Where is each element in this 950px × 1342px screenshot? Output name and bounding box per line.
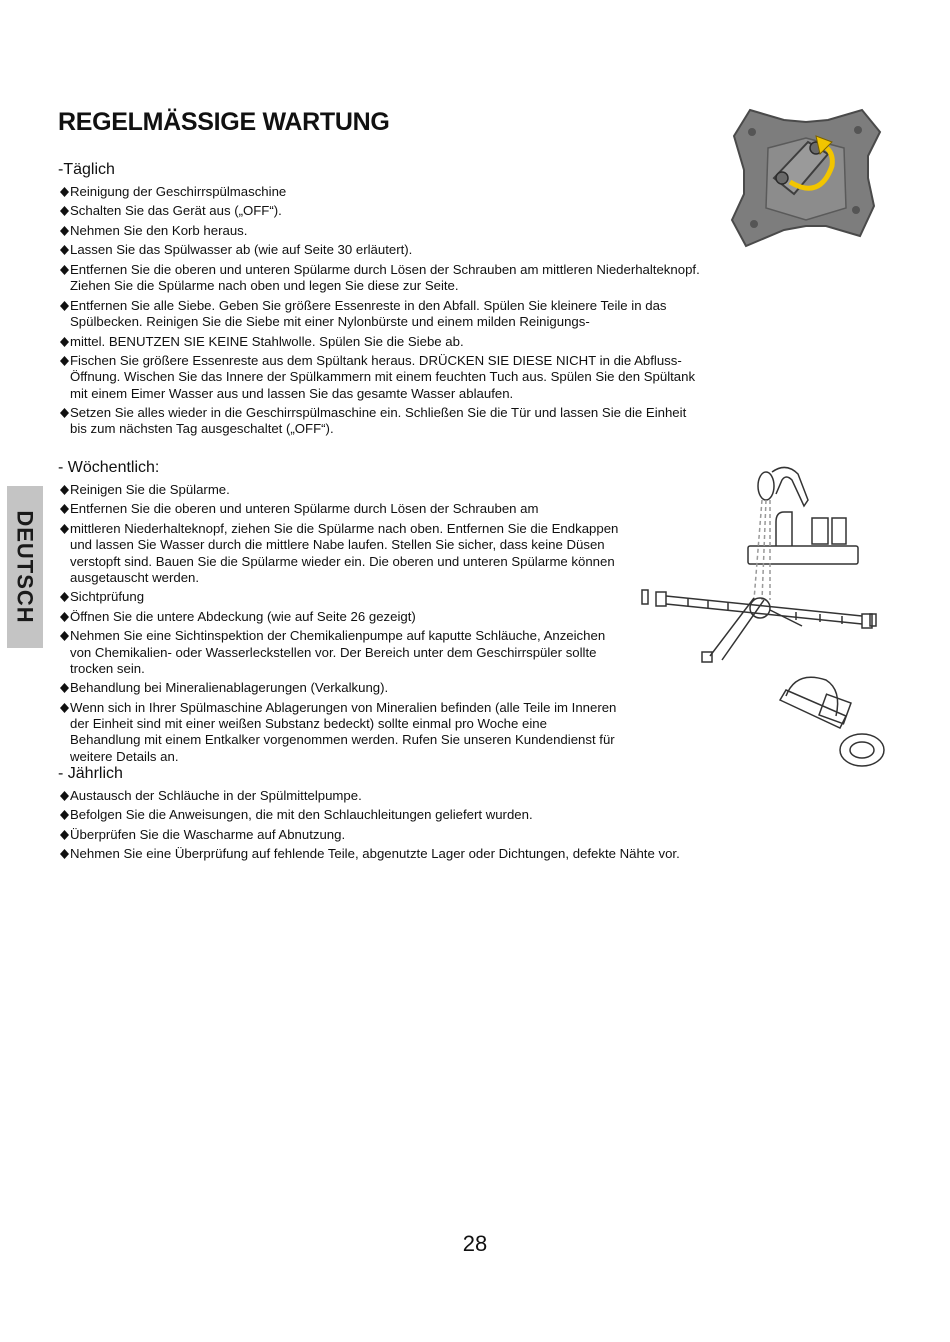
diamond-bullet-icon [60,226,69,236]
diamond-bullet-icon [60,849,69,859]
list-item [58,353,700,402]
list-item [58,203,700,219]
list-item [58,242,700,258]
list-item-text: Wenn sich in Ihrer Spülmaschine Ablagerungen von Mineralien befinden (alle Teile im Inneren der Einheit sind mit einer weißen Substanz bedeckt) sollte einmal pro Woche eine Behandlung mit einem Entkalker vorgenommen werden. Rufen Sie unseren Kundendienst für weitere Details an. [70,699,617,764]
page-title: REGELMÄSSIGE WARTUNG [58,108,390,136]
list-item [58,501,620,517]
list-item [58,680,620,696]
yearly-heading: - Jährlich [58,765,123,782]
list-item-text: Austausch der Schläuche in der Spülmittelpumpe. [70,788,362,803]
spray-arm-hub-illustration [728,108,884,250]
diamond-bullet-icon [60,791,69,801]
list-item-text: mittel. BENUTZEN SIE KEINE Stahlwolle. Spülen Sie die Siebe ab. [70,333,464,349]
list-item-text: Lassen Sie das Spülwasser ab (wie auf Seite 30 erläutert). [70,242,413,258]
list-item-text: Sichtprüfung [70,589,145,605]
list-item-text: Entfernen Sie alle Siebe. Geben Sie größere Essenreste in den Abfall. Spülen Sie kleinere Teile in das Spülbecken. Reinigen Sie die Siebe mit einer Nylonbürste und einem milden Reinigungs- [70,297,667,330]
language-side-tab-label: DEUTSCH [13,510,38,624]
diamond-bullet-icon [60,337,69,347]
list-item [58,788,698,804]
diamond-bullet-icon [60,187,69,197]
daily-heading: -Täglich [58,161,115,178]
list-item-text: Behandlung bei Mineralienablagerungen (Verkalkung). [70,680,389,696]
yearly-list [58,788,698,863]
weekly-section [58,458,620,768]
diamond-bullet-icon [60,408,69,418]
diamond-bullet-icon [60,592,69,602]
list-item-text: Überprüfen Sie die Wascharme auf Abnutzung. [70,826,346,842]
list-item-text: Reinigung der Geschirrspülmaschine [70,184,287,199]
list-item [58,405,700,438]
list-item [58,482,620,498]
diamond-bullet-icon [60,356,69,366]
list-item-text: Nehmen Sie den Korb heraus. [70,222,248,238]
list-item [58,700,620,765]
list-item [58,609,620,625]
list-item [58,262,700,295]
diamond-bullet-icon [60,612,69,622]
yearly-section [58,764,698,866]
list-item-text: Entfernen Sie die oberen und unteren Spülarme durch Lösen der Schrauben am [70,501,539,517]
list-item-text: Reinigen Sie die Spülarme. [70,482,230,497]
spray-arm-faucet-illustration [636,460,886,774]
list-item-text: Fischen Sie größere Essenreste aus dem Spültank heraus. DRÜCKEN SIE DIESE NICHT in die Abfluss-Öffnung. Wischen Sie das Innere der Spülkammern mit einem feuchten Tuch aus. Spülen Sie den Spültank mit einem Eimer Wasser aus und lassen Sie das gesamte Wasser ablaufen. [70,352,696,401]
list-item-text: Öffnen Sie die untere Abdeckung (wie auf Seite 26 gezeigt) [70,608,416,624]
diamond-bullet-icon [60,265,69,275]
diamond-bullet-icon [60,683,69,693]
daily-section [58,160,700,441]
diamond-bullet-icon [60,810,69,820]
diamond-bullet-icon [60,504,69,514]
list-item-text: Nehmen Sie eine Überprüfung auf fehlende Teile, abgenutzte Lager oder Dichtungen, defekte Nähte vor. [70,846,680,862]
diamond-bullet-icon [60,631,69,641]
diamond-bullet-icon [60,485,69,495]
weekly-heading: - Wöchentlich: [58,459,160,476]
list-item [58,827,698,843]
list-item [58,846,698,862]
diamond-bullet-icon [60,703,69,713]
list-item [58,628,620,677]
diamond-bullet-icon [60,301,69,311]
list-item [58,298,700,331]
language-side-tab [7,486,43,648]
list-item-text: Nehmen Sie eine Sichtinspektion der Chemikalienpumpe auf kaputte Schläuche, Anzeichen von Chemikalien- oder Wasserleckstellen vor. Der Bereich unter dem Geschirrspüler sollte trocken sein. [70,628,606,676]
diamond-bullet-icon [60,830,69,840]
list-item [58,521,620,586]
weekly-list [58,482,620,765]
diamond-bullet-icon [60,524,69,534]
list-item [58,334,700,350]
diamond-bullet-icon [60,206,69,216]
list-item-text: Befolgen Sie die Anweisungen, die mit den Schlauchleitungen geliefert wurden. [70,807,533,823]
diamond-bullet-icon [60,245,69,255]
list-item-text: Entfernen Sie die oberen und unteren Spülarme durch Lösen der Schrauben am mittleren Niederhalteknopf. Ziehen Sie die Spülarme nach oben und legen Sie diese zur Seite. [70,261,700,294]
list-item-text: mittleren Niederhalteknopf, ziehen Sie die Spülarme nach oben. Entfernen Sie die Endkappen und lassen Sie Wasser durch die mittlere Nabe laufen. Stellen Sie sicher, dass keine Düsen verstopft sind. Bauen Sie die Spülarme wieder ein. Die oberen und unteren Spülarme können ausgetauscht werden. [70,520,619,585]
list-item-text: Schalten Sie das Gerät aus („OFF“). [70,203,282,219]
list-item [58,223,700,239]
list-item [58,589,620,605]
list-item-text: Setzen Sie alles wieder in die Geschirrspülmaschine ein. Schließen Sie die Tür und lassen Sie die Einheit bis zum nächsten Tag ausgeschaltet („OFF“). [70,405,687,437]
page-number: 28 [462,1231,488,1256]
daily-list [58,184,700,438]
list-item [58,184,700,200]
list-item [58,807,698,823]
